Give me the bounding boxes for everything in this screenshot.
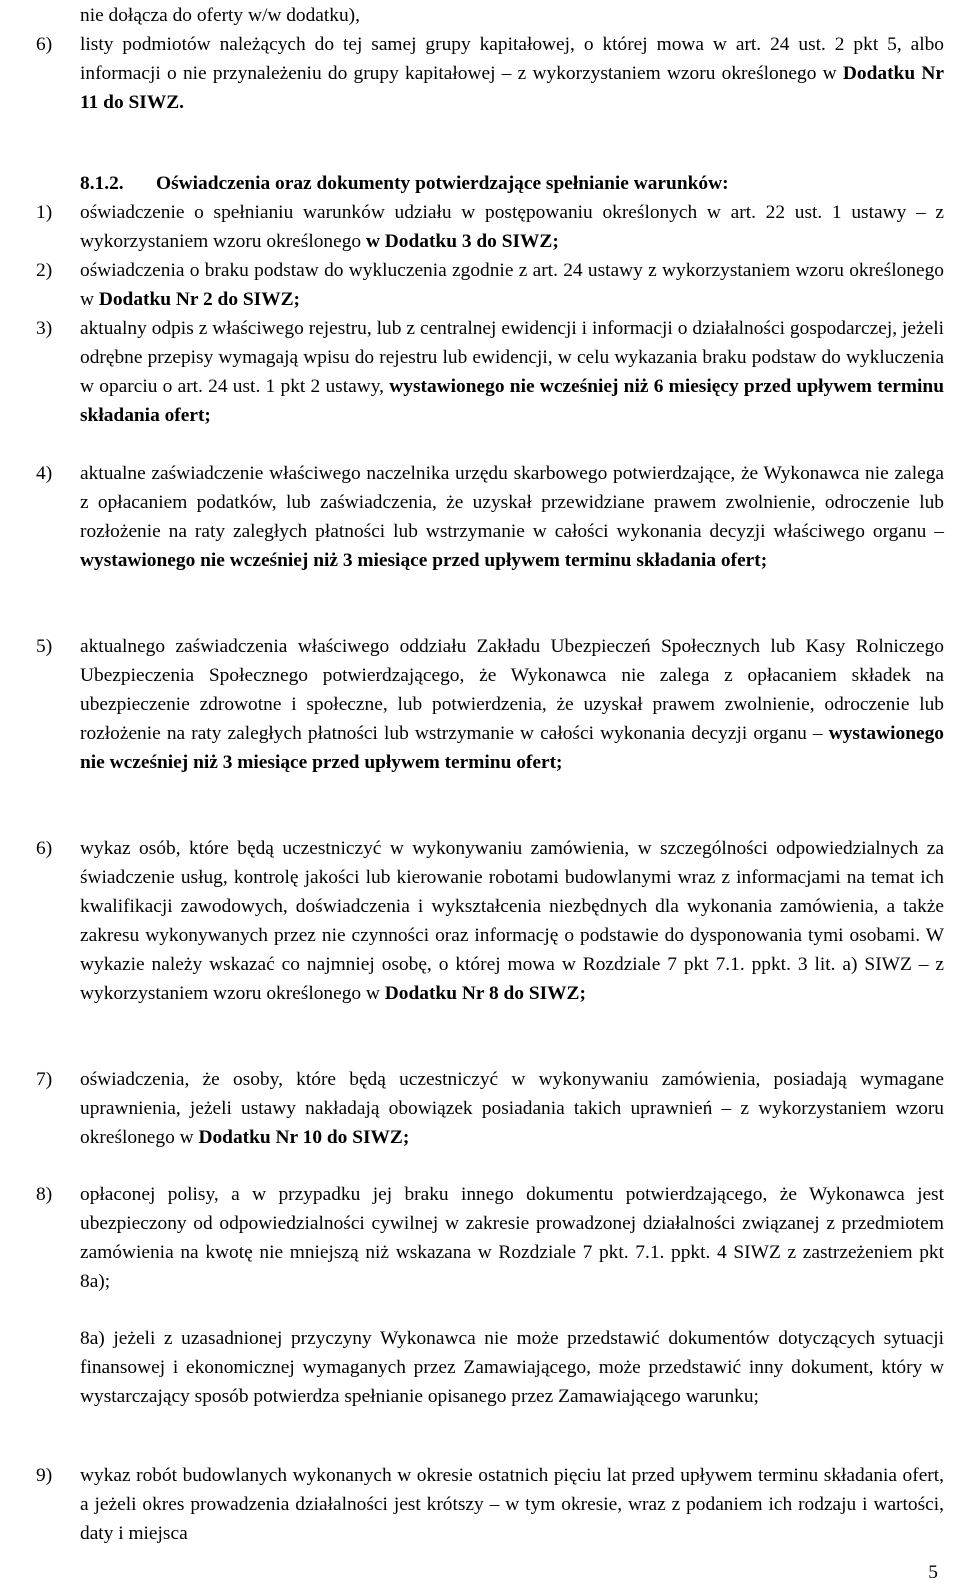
list-item-number: 6) — [36, 838, 53, 859]
list-item-bold: wystawionego nie wcześniej niż 3 miesiące przed upływem terminu składania ofert; — [80, 549, 768, 571]
list-item-number: 5) — [36, 636, 53, 657]
list-item-bold: wystawionego nie wcześniej niż 3 miesiące przed upływem terminu ofert; — [80, 722, 944, 773]
list-item-5 — [36, 633, 944, 778]
list-item-text: 8a) jeżeli z uzasadnionej przyczyny Wykonawca nie może przedstawić dokumentów dotyczących sytuacji finansowej i ekonomicznej wymaganych przez Zamawiającego, może przedstawić inny dokument, który w wystarczający sposób potwierdza spełnianie opisanego przez Zamawiającego warunku; — [80, 1328, 944, 1407]
list-item-bold: w Dodatku 3 do SIWZ; — [365, 230, 559, 252]
list-item-text: oświadczenie o spełnianiu warunków udziału w postępowaniu określonych w art. 22 ust. 1 ustawy – z wykorzystaniem wzoru określonego — [80, 202, 944, 252]
list-item-bold: Dodatku Nr 11 do SIWZ. — [80, 62, 944, 113]
page-number: 5 — [928, 1562, 938, 1583]
list-item-text: aktualne zaświadczenie właściwego naczelnika urzędu skarbowego potwierdzające, że Wykonawca nie zalega z opłacaniem podatków, lub zaświadczenia, że uzyskał przewidziane prawem zwolnienie, odroczenie lub rozłożenie na raty zaległych płatności lub wstrzymanie w całości wykonania decyzji właściwego organu – — [80, 463, 944, 542]
list-item-1 — [36, 199, 944, 257]
list-item-6 — [36, 835, 944, 1008]
list-item-bold: wystawionego nie wcześniej niż 6 miesięcy przed upływem terminu składania ofert; — [80, 375, 944, 426]
section-title: Oświadczenia oraz dokumenty potwierdzające spełnianie warunków: — [156, 173, 729, 194]
list-item-bold: Dodatku Nr 10 do SIWZ; — [198, 1126, 410, 1148]
list-item-number: 9) — [36, 1465, 53, 1486]
list-item-number: 7) — [36, 1069, 53, 1090]
list-item-9 — [36, 1462, 944, 1549]
list-item-7 — [36, 1066, 944, 1153]
continuation-text: nie dołącza do oferty w/w dodatku), — [80, 5, 360, 26]
section-number: 8.1.2. — [80, 173, 124, 194]
list-item-number: 6) — [36, 34, 53, 55]
list-item-6-prev — [36, 31, 944, 118]
list-item-8a — [80, 1325, 944, 1412]
list-item-3 — [36, 315, 944, 431]
list-item-bold: Dodatku Nr 8 do SIWZ; — [384, 982, 586, 1004]
list-item-bold: Dodatku Nr 2 do SIWZ; — [98, 288, 300, 310]
list-item-2 — [36, 257, 944, 315]
list-item-text: wykaz osób, które będą uczestniczyć w wykonywaniu zamówienia, w szczególności odpowiedzialnych za świadczenie usług, kontrolę jakości lub kierowanie robotami budowlanymi wraz z informacjami na temat ich kwalifikacji zawodowych, doświadczenia i wykształcenia niezbędnych dla wykonania zamówienia, a także zakresu wykonywanych przez nie czynności oraz informację o podstawie do dysponowania tymi osobami. W wykazie należy wskazać co najmniej osobę, o której mowa w Rozdziale 7 pkt 7.1. ppkt. 3 lit. a) SIWZ – z wykorzystaniem wzoru określonego w — [80, 838, 944, 1004]
list-item-text: aktualny odpis z właściwego rejestru, lub z centralnej ewidencji i informacji o działalności gospodarczej, jeżeli odrębne przepisy wymagają wpisu do rejestru lub ewidencji, w celu wykazania braku podstaw do wykluczenia w oparciu o art. 24 ust. 1 pkt 2 ustawy, — [80, 318, 944, 397]
list-item-4 — [36, 460, 944, 576]
list-item-number: 3) — [36, 318, 53, 339]
list-item-text: aktualnego zaświadczenia właściwego oddziału Zakładu Ubezpieczeń Społecznych lub Kasy Rolniczego Ubezpieczenia Społecznego potwierdzającego, że Wykonawca nie zalega z opłacaniem składek na ubezpieczenie zdrowotne i społeczne, lub potwierdzenia, że uzyskał prawem zwolnienie, odroczenie lub rozłożenie na raty zaległych płatności lub wstrzymanie w całości wykonania decyzji organu – — [80, 636, 944, 744]
continuation-line — [80, 2, 944, 31]
list-item-number: 8) — [36, 1184, 53, 1205]
list-item-text: listy podmiotów należących do tej samej grupy kapitałowej, o której mowa w art. 24 ust. 2 pkt 5, albo informacji o nie przynależeniu do grupy kapitałowej – z wykorzystaniem wzoru określonego w — [80, 34, 944, 84]
list-item-text: oświadczenia, że osoby, które będą uczestniczyć w wykonywaniu zamówienia, posiadają wymagane uprawnienia, jeżeli ustawy nakładają obowiązek posiadania takich uprawnień – z wykorzystaniem wzoru określonego w — [80, 1069, 944, 1148]
list-item-number: 4) — [36, 463, 53, 484]
list-item-text: wykaz robót budowlanych wykonanych w okresie ostatnich pięciu lat przed upływem terminu składania ofert, a jeżeli okres prowadzenia działalności jest krótszy – w tym okresie, wraz z podaniem ich rodzaju i wartości, daty i miejsca — [80, 1465, 944, 1544]
list-item-number: 2) — [36, 260, 53, 281]
section-heading — [80, 170, 729, 199]
list-item-text: opłaconej polisy, a w przypadku jej braku innego dokumentu potwierdzającego, że Wykonawca jest ubezpieczony od odpowiedzialności cywilnej w zakresie prowadzonej działalności związanej z przedmiotem zamówienia na kwotę nie mniejszą niż wskazana w Rozdziale 7 pkt. 7.1. ppkt. 4 SIWZ z zastrzeżeniem pkt 8a); — [80, 1184, 944, 1292]
list-item-number: 1) — [36, 202, 53, 223]
list-item-text: oświadczenia o braku podstaw do wykluczenia zgodnie z art. 24 ustawy z wykorzystaniem wzoru określonego w — [80, 260, 944, 310]
list-item-8 — [36, 1181, 944, 1297]
